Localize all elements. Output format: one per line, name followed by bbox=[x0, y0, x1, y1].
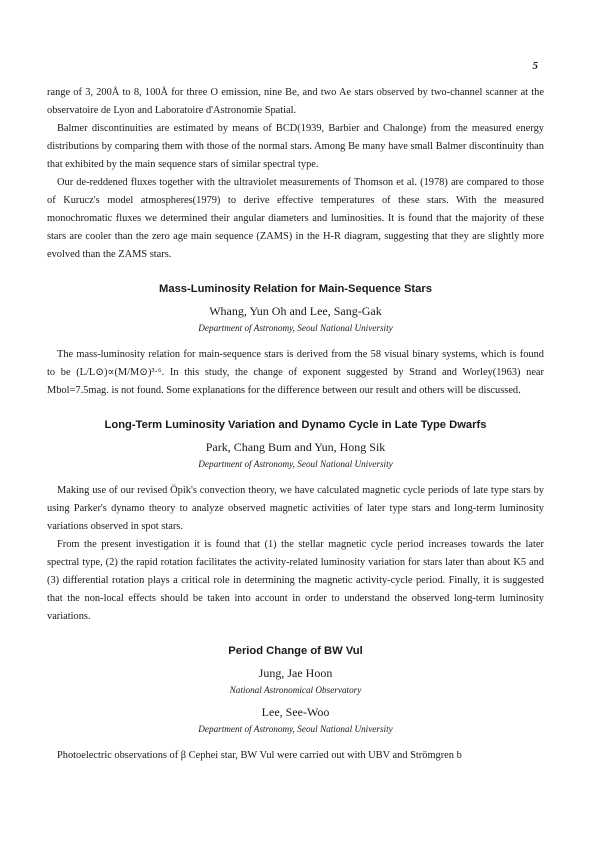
section-title: Mass-Luminosity Relation for Main-Sequence Stars bbox=[159, 283, 432, 295]
abstract-dynamo-cycle bbox=[47, 417, 544, 626]
paragraph: range of 3, 200Å to 8, 100Å for three O emission, nine Be, and two Ae stars observed by two-channel scanner at the observatoire de Lyon and Laboratoire d'Astronomie Spatial. bbox=[47, 87, 544, 116]
affiliation: Department of Astronomy, Seoul National University bbox=[198, 459, 393, 469]
paragraph: The mass-luminosity relation for main-sequence stars is derived from the 58 visual binary systems, which is found to be (L/L⊙)∝(M/M⊙)³·⁶. In this study, the change of exponent suggested by Strand and Worley(1963) near Mbol=7.5mag. is not found. Some explanations for the difference between our result and others will be discussed. bbox=[47, 349, 544, 396]
section-title: Long-Term Luminosity Variation and Dynamo Cycle in Late Type Dwarfs bbox=[104, 419, 487, 431]
authors: Park, Chang Bum and Yun, Hong Sik bbox=[205, 440, 386, 454]
page-body bbox=[47, 84, 544, 765]
page-number: 5 bbox=[532, 60, 538, 72]
paragraph: Our de-reddened fluxes together with the ultraviolet measurements of Thomson et al. (1978) are compared to those of Kurucz's model atmospheres(1979) to derive effective temperatures of these stars. With the measured monochromatic fluxes we determined their angular diameters and luminosities. It is found that the majority of these stars are cooler than the zero age main sequence (ZAMS) in the H-R diagram, suggesting that they are slightly more evolved than the ZAMS stars. bbox=[47, 177, 544, 260]
abstract-mass-luminosity bbox=[47, 281, 544, 400]
intro-section bbox=[47, 84, 544, 264]
paragraph: Balmer discontinuities are estimated by means of BCD(1939, Barbier and Chalonge) from the measured energy distributions by comparing them with those of the normal stars. Among Be many have small Balmer discontinuity than that exhibited by the main sequence stars of similar spectral type. bbox=[47, 123, 544, 170]
section-title: Period Change of BW Vul bbox=[228, 645, 363, 657]
authors: Whang, Yun Oh and Lee, Sang-Gak bbox=[209, 304, 382, 318]
authors: Lee, See-Woo bbox=[261, 705, 330, 719]
affiliation: Department of Astronomy, Seoul National University bbox=[198, 323, 393, 333]
authors: Jung, Jae Hoon bbox=[258, 666, 333, 680]
paragraph: From the present investigation it is found that (1) the stellar magnetic cycle period increases towards the later spectral type, (2) the rapid rotation facilitates the activity-related luminosity variation for stars later than about K5 and (3) differential rotation plays a critical role in determining the magnetic activity-cycle period. Finally, it is suggested that the non-local effects should be taken into account in order to understand the observed long-term luminosity variations. bbox=[47, 539, 544, 622]
paragraph: Photoelectric observations of β Cephei star, BW Vul were carried out with UBV and Strömgren b bbox=[57, 750, 462, 761]
affiliation: National Astronomical Observatory bbox=[229, 685, 362, 695]
affiliation: Department of Astronomy, Seoul National University bbox=[198, 724, 393, 734]
paragraph: Making use of our revised Öpik's convection theory, we have calculated magnetic cycle periods of late type stars by using Parker's dynamo theory to analyze observed magnetic activities of later type stars and long-term luminosity variations observed in spot stars. bbox=[47, 485, 544, 532]
abstract-bw-vul bbox=[47, 643, 544, 765]
